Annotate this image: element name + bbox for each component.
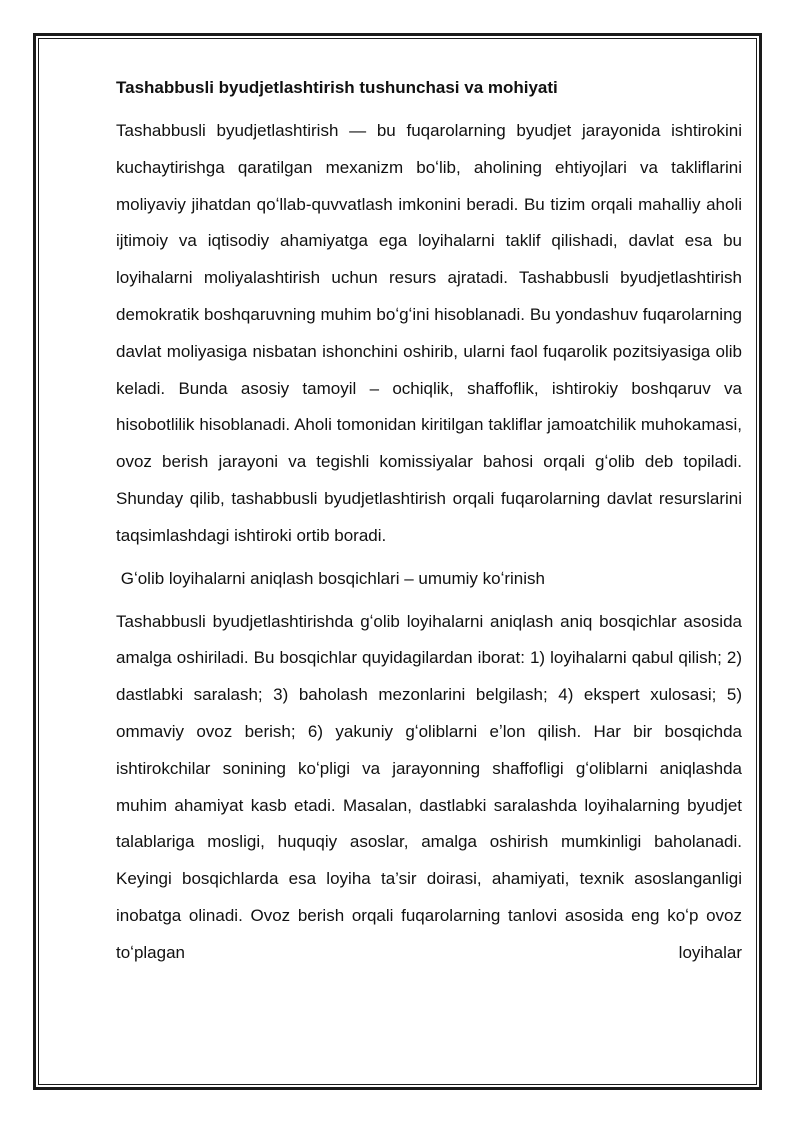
section-subheading: Gʻolib loyihalarni aniqlash bosqichlari – umumiy koʻrinish — [116, 568, 545, 588]
section-heading: Tashabbusli byudjetlashtirish tushunchasi va mohiyati — [116, 78, 558, 97]
document-body — [116, 70, 742, 972]
paragraph-2: Tashabbusli byudjetlashtirishda gʻolib loyihalarni aniqlash aniq bosqichlar asosida amalga oshiriladi. Bu bosqichlar quyidagilardan iborat: 1) loyihalarni qabul qilish; 2) dastlabki saralash; 3) baholash mezonlarini belgilash; 4) ekspert xulosasi; 5) ommaviy ovoz berish; 6) yakuniy gʻoliblarni eʼlon qilish. Har bir bosqichda ishtirokchilar sonining koʻpligi va jarayonning shaffofligi gʻoliblarni aniqlashda muhim ahamiyat kasb etadi. Masalan, dastlabki saralashda loyihalarning byudjet talablariga mosligi, huquqiy asoslar, amalga oshirish mumkinligi baholanadi. Keyingi bosqichlarda esa loyiha ta’sir doirasi, ahamiyati, texnik asoslanganligi inobatga olinadi. Ovoz berish orqali fuqarolarning tanlovi asosida eng koʻp ovoz toʻplagan loyihalar — [116, 611, 742, 962]
paragraph-1: Tashabbusli byudjetlashtirish — bu fuqarolarning byudjet jarayonida ishtirokini kuchaytirishga qaratilgan mexanizm boʻlib, aholining ehtiyojlari va takliflarini moliyaviy jihatdan qoʻllab-quvvatlash imkonini beradi. Bu tizim orqali mahalliy aholi ijtimoiy va iqtisodiy ahamiyatga ega loyihalarni taklif qilishadi, davlat esa bu loyihalarni moliyalashtirish uchun resurs ajratadi. Tashabbusli byudjetlashtirish demokratik boshqaruvning muhim boʻgʻini hisoblanadi. Bu yondashuv fuqarolarning davlat moliyasiga nisbatan ishonchini oshirib, ularni faol fuqarolik pozitsiyasiga olib keladi. Bunda asosiy tamoyil – ochiqlik, shaffoflik, ishtirokiy boshqaruv va hisobotlilik hisoblanadi. Aholi tomonidan kiritilgan takliflar jamoatchilik muhokamasi, ovoz berish jarayoni va tegishli komissiyalar bahosi orqali gʻolib deb topiladi. Shunday qilib, tashabbusli byudjetlashtirish orqali fuqarolarning davlat resurslarini taqsimlashdagi ishtiroki ortib boradi. — [116, 121, 742, 545]
